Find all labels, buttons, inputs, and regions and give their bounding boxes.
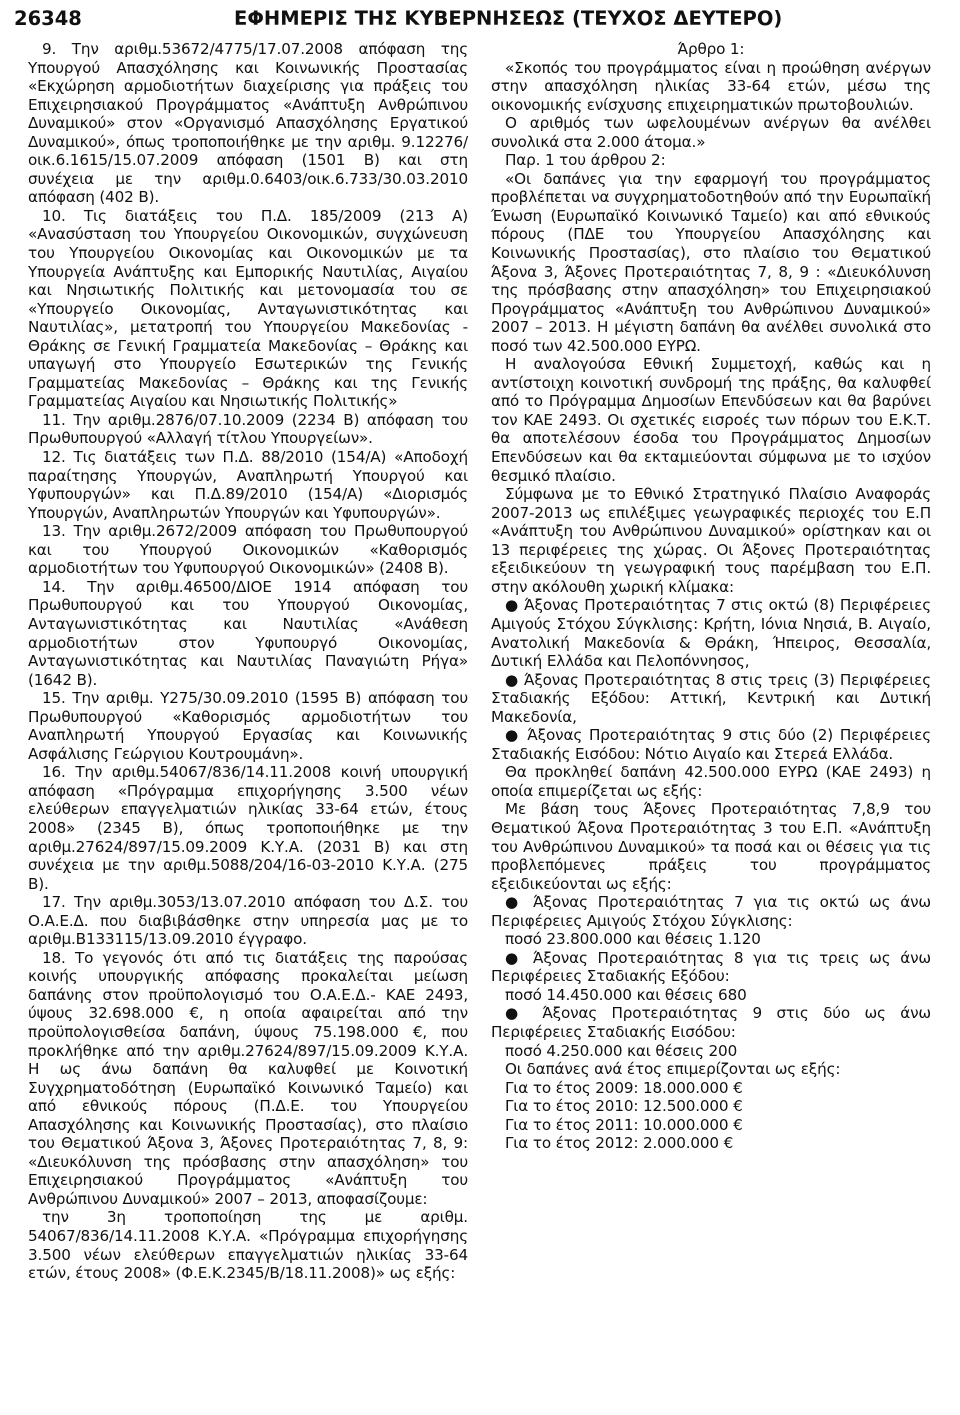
paragraph-9: 9. Την αριθμ.53672/4775/17.07.2008 απόφαση της Υπουργού Απασχόλησης και Κοινωνικής Προστασίας «Εκχώρηση αρμοδιοτήτων διαχείρισης για πράξεις του Επιχειρησιακού Προγράμματος «Ανάπτυξη Ανθρώπινου Δυναμικού» στον «Οργανισμό Απασχόλησης Εργατικού Δυναμικού», όπως τροποποιήθηκε με την αριθμ. 9.12276/οικ.6.1615/15.07.2009 απόφαση (1501 Β) και στη συνέχεια με την αριθμ.0.6403/οικ.6.733/30.03.2010 απόφαση (402 Β).: [28, 40, 468, 207]
nsrf-paragraph: Σύμφωνα με το Εθνικό Στρατηγικό Πλαίσιο Αναφοράς 2007-2013 ως επιλέξιμες γεωγραφικές περιοχές του Ε.Π «Ανάπτυξη του Ανθρώπινου Δυναμικού» ορίστηκαν και οι 13 περιφέρειες της χώρας. Οι Άξονες Προτεραιότητας εξειδικεύουν τη γεωγραφική τους παρέμβαση του Ε.Π. στην ακόλουθη χωρική κλίμακα:: [491, 485, 931, 596]
article-heading: Άρθρο 1:: [677, 40, 745, 58]
paragraph-16: 16. Την αριθμ.54067/836/14.11.2008 κοινή υπουργική απόφαση «Πρόγραμμα επιχορήγησης 3.500 νέων ελεύθερων επαγγελματιών ηλικίας 33-64 ετών, έτους 2008» (2345 Β), όπως τροποποιήθηκε με την αριθμ.27624/897/15.09.2009 Κ.Υ.Α. (2031 Β) και στη συνέχεια με την αριθμ.5088/204/16-03-2010 Κ.Υ.Α. (275 Β).: [28, 763, 468, 893]
region-bullet-axis-7: ● Άξονας Προτεραιότητας 7 στις οκτώ (8) Περιφέρειες Αμιγούς Στόχου Σύγκλισης: Κρήτη, Ιόνια Νησιά, Β. Αιγαίο, Ανατολική Μακεδονία & Θράκη, Ήπειρος, Θεσσαλία, Δυτική Ελλάδα και Πελοπόννησος,: [491, 596, 931, 670]
allocation-intro-paragraph: Με βάση τους Άξονες Προτεραιότητας 7,8,9 του Θεματικού Άξονα Προτεραιότητας 3 του Ε.Π. «Ανάπτυξη του Ανθρώπινου Δυναμικού» τα ποσά και οι θέσεις για τις προβλεπόμενες πράξεις του προγράμματος εξειδικεύονται ως εξής:: [491, 800, 931, 893]
yearly-2010: Για το έτος 2010: 12.500.000 €: [505, 1097, 743, 1116]
allocation-axis-7: ● Άξονας Προτεραιότητας 7 για τις οκτώ ως άνω Περιφέρειες Αμιγούς Στόχου Σύγκλισης:: [491, 893, 931, 930]
region-bullet-axis-9: ● Άξονας Προτεραιότητας 9 στις δύο (2) Περιφέρειες Σταδιακής Εισόδου: Νότιο Αιγαίο και Στερεά Ελλάδα.: [491, 726, 931, 763]
gazette-title: ΕΦΗΜΕΡΙΣ ΤΗΣ ΚΥΒΕΡΝΗΣΕΩΣ (ΤΕΥΧΟΣ ΔΕΥΤΕΡΟ): [234, 6, 783, 30]
paragraph-10: 10. Τις διατάξεις του Π.Δ. 185/2009 (213 Α) «Ανασύσταση του Υπουργείου Οικονομικών, συγχώνευση του Υπουργείου Οικονομίας και Οικονομικών με τα Υπουργεία Ανάπτυξης και Εμπορικής Ναυτιλίας, Αιγαίου και Νησιωτικής Πολιτικής και μετονομασία του σε «Υπουργείο Οικονομίας, Ανταγωνιστικότητας και Ναυτιλίας», μετατροπή του Υπουργείου Μακεδονίας - Θράκης σε Γενική Γραμματεία Μακεδονίας – Θράκης και υπαγωγή στο Υπουργείο Εσωτερικών της Γενικής Γραμματείας Μακεδονίας – Θράκης και της Γενικής Γραμματείας Αιγαίου και Νησιωτικής Πολιτικής»: [28, 206, 468, 411]
allocation-axis-8: ● Άξονας Προτεραιότητας 8 για τις τρεις ως άνω Περιφέρειες Σταδιακής Εξόδου:: [491, 949, 931, 986]
paragraph-17: 17. Την αριθμ.3053/13.07.2010 απόφαση του Δ.Σ. του Ο.Α.Ε.Δ. που διαβιβάσθηκε στην υπηρεσία μας με το αριθμ.Β133115/13.09.2010 έγγραφο.: [28, 893, 468, 949]
left-column: [28, 40, 468, 1283]
article-2-heading: Παρ. 1 του άρθρου 2:: [505, 151, 666, 170]
total-expense-paragraph: Θα προκληθεί δαπάνη 42.500.000 ΕΥΡΩ (ΚΑΕ 2493) η οποία επιμερίζεται ως εξής:: [491, 763, 931, 800]
purpose-paragraph: «Σκοπός του προγράμματος είναι η προώθηση ανέργων στην απασχόληση ηλικίας 33-64 ετών, μέσω της οικονομικής ενίσχυσης επιχειρηματικών πρωτοβουλιών.: [491, 58, 931, 114]
yearly-2011: Για το έτος 2011: 10.000.000 €: [505, 1115, 743, 1134]
allocation-axis-9: ● Άξονας Προτεραιότητας 9 στις δύο ως άνω Περιφέρειες Σταδιακής Εισόδου:: [491, 1004, 931, 1041]
paragraph-12: 12. Τις διατάξεις των Π.Δ. 88/2010 (154/Α) «Αποδοχή παραίτησης Υπουργών, Αναπληρωτή Υπουργού και Υφυπουργών» και Π.Δ.89/2010 (154/Α) «Διορισμός Υπουργών, Αναπληρωτών Υπουργών και Υφυπουργών».: [28, 448, 468, 522]
right-column: [491, 40, 931, 1153]
paragraph-15: 15. Την αριθμ. Υ275/30.09.2010 (1595 Β) απόφαση του Πρωθυπουργού «Καθορισμός αρμοδιοτήτων του Αναπληρωτή Υπουργού Εργασίας και Κοινωνικής Ασφάλισης Γεώργιου Κουτρουμάνη».: [28, 689, 468, 763]
funding-paragraph: «Οι δαπάνες για την εφαρμογή του προγράμματος προβλέπεται να συγχρηματοδοτηθούν από την Ευρωπαϊκή Ένωση (Ευρωπαϊκό Κοινωνικό Ταμείο) και από εθνικούς πόρους (ΠΔΕ του Υπουργείου Απασχόλησης και Κοινωνικής Προστασίας), στο πλαίσιο του Θεματικού Άξονα 3, Άξονες Προτεραιότητας 7, 8, 9 : «Διευκόλυνση της πρόσβασης στην απασχόληση» του Επιχειρησιακού Προγράμματος «Ανάπτυξη του Ανθρώπινου Δυναμικού» 2007 – 2013. Η μέγιστη δαπάνη θα ανέλθει συνολικά στο ποσό των 42.500.000 ΕΥΡΩ.: [491, 169, 931, 355]
yearly-intro: Οι δαπάνες ανά έτος επιμερίζονται ως εξής:: [505, 1060, 841, 1079]
paragraph-18: 18. Το γεγονός ότι από τις διατάξεις της παρούσας κοινής υπουργικής απόφασης προκαλείται μείωση δαπάνης στον προϋπολογισμό του Ο.Α.Ε.Δ.- ΚΑΕ 2493, ύψους 32.698.000 €, η οποία αφαιρείται από την προϋπολογισθείσα δαπάνη, ύψους 75.198.000 €, που προκλήθηκε από την αριθμ.27624/897/15.09.2009 Κ.Υ.Α. Η ως άνω δαπάνη θα καλυφθεί με Κοινοτική Συγχρηματοδότηση (Ευρωπαϊκό Κοινωνικό Ταμείο) και από εθνικούς πόρους (Π.Δ.Ε. του Υπουργείου Απασχόλησης και Κοινωνικής Προστασίας), στο πλαίσιο του Θεματικού Άξονα 3, Άξονες Προτεραιότητας 7, 8, 9: «Διευκόλυνση της πρόσβασης στην απασχόληση» του Επιχειρησιακού Προγράμματος «Ανάπτυξη του Ανθρώπινου Δυναμικού» 2007 – 2013, αποφασίζουμε:: [28, 948, 468, 1208]
page-header: [14, 0, 946, 36]
beneficiaries-paragraph: Ο αριθμός των ωφελουμένων ανέργων θα ανέλθει συνολικά στα 2.000 άτομα.»: [491, 114, 931, 151]
region-bullet-axis-8: ● Άξονας Προτεραιότητας 8 στις τρεις (3) Περιφέρειες Σταδιακής Εξόδου: Αττική, Κεντρική και Δυτική Μακεδονία,: [491, 671, 931, 727]
yearly-2009: Για το έτος 2009: 18.000.000 €: [505, 1078, 743, 1097]
page-number: 26348: [14, 6, 82, 30]
allocation-amount-axis-7: ποσό 23.800.000 και θέσεις 1.120: [505, 930, 761, 949]
paragraph-11: 11. Την αριθμ.2876/07.10.2009 (2234 Β) απόφαση του Πρωθυπουργού «Αλλαγή τίτλου Υπουργείων».: [28, 410, 468, 448]
yearly-2012: Για το έτος 2012: 2.000.000 €: [505, 1134, 734, 1153]
allocation-amount-axis-9: ποσό 4.250.000 και θέσεις 200: [505, 1041, 738, 1060]
allocation-amount-axis-8: ποσό 14.450.000 και θέσεις 680: [505, 985, 747, 1004]
paragraph-14: 14. Την αριθμ.46500/ΔΙΟΕ 1914 απόφαση του Πρωθυπουργού και του Υπουργού Οικονομίας, Ανταγωνιστικότητας και Ναυτιλίας «Ανάθεση αρμοδιοτήτων στον Υφυπουργό Οικονομίας, Ανταγωνιστικότητας και Ναυτιλίας Παναγιώτη Ρήγα» (1642 Β).: [28, 577, 468, 689]
national-contribution-paragraph: Η αναλογούσα Εθνική Συμμετοχή, καθώς και η αντίστοιχη κοινοτική συνδρομή της πράξης, θα καλυφθεί από το Πρόγραμμα Δημοσίων Επενδύσεων και θα βαρύνει τον ΚΑΕ 2493. Οι σχετικές εισροές των πόρων του Ε.Κ.Τ. θα αποτελέσουν έσοδα του Προγράμματος Δημοσίων Επενδύσεων και θα εκταμιεύονται σύμφωνα με το ισχύον θεσμικό πλαίσιο.: [491, 355, 931, 485]
amendment-statement: την 3η τροποποίηση της με αριθμ. 54067/836/14.11.2008 Κ.Υ.Α. «Πρόγραμμα επιχορήγησης 3.500 νέων ελεύθερων επαγγελματιών ηλικίας 33-64 ετών, έτους 2008» (Φ.Ε.Κ.2345/Β/18.11.2008)» ως εξής:: [28, 1208, 468, 1283]
paragraph-13: 13. Την αριθμ.2672/2009 απόφαση του Πρωθυπουργού και του Υπουργού Οικονομικών «Καθορισμός αρμοδιοτήτων του Υφυπουργού Οικονομικών» (2408 Β).: [28, 522, 468, 578]
